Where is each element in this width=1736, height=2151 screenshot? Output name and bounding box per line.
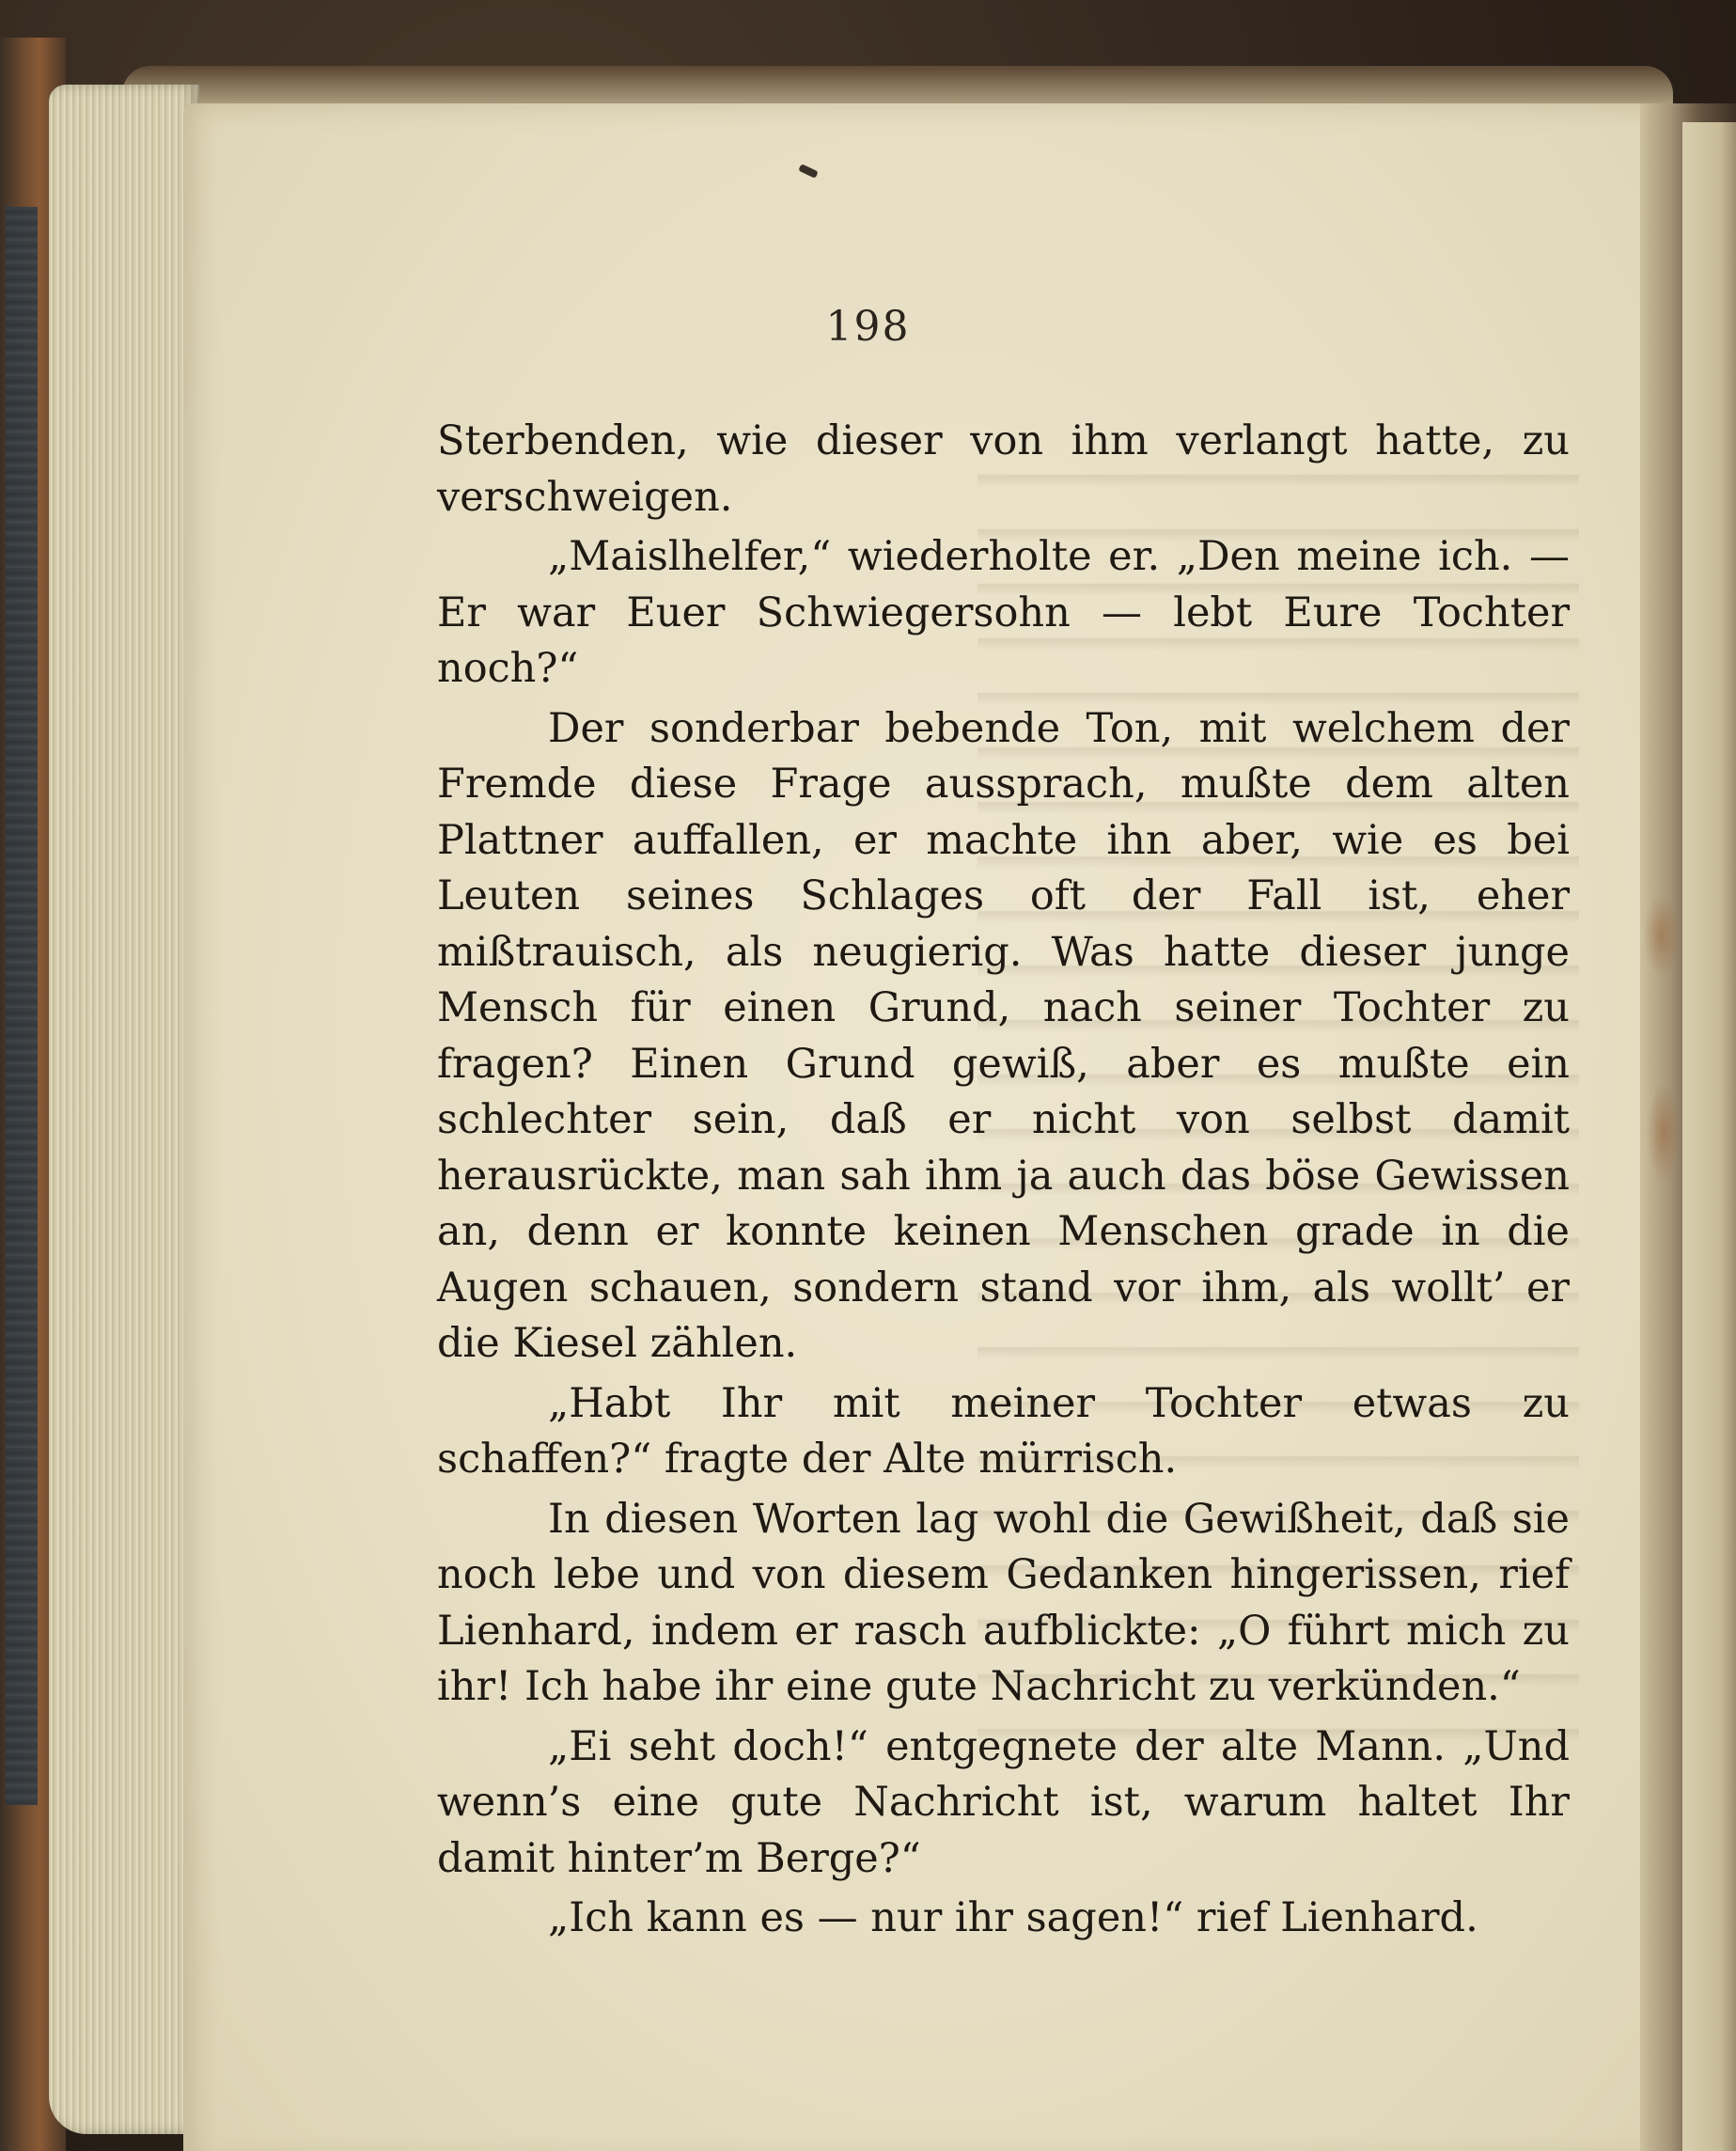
paragraph: Sterbenden, wie dieser von ihm verlangt hatte, zu verschweigen. — [437, 417, 1570, 521]
paragraph: „Ich kann es — nur ihr sagen!“ rief Lienhard. — [548, 1894, 1478, 1941]
page-number: 198 — [825, 303, 911, 351]
cover-binding-texture — [6, 207, 38, 1805]
paragraph: In diesen Worten lag wohl die Gewißheit, daß sie noch lebe und von diesem Gedanken hingerissen, rief Lienhard, indem er rasch aufblickte: „O führt mich zu ihr! Ich habe ihr eine gute Nachricht zu verkünden.“ — [437, 1495, 1570, 1710]
foxing-stain — [1643, 893, 1681, 978]
facing-page-edge — [1682, 122, 1736, 2151]
paragraph: Der sonderbar bebende Ton, mit welchem der Fremde diese Frage aussprach, mußte dem alten Plattner auffallen, er machte ihn aber, wie es bei Leuten seines Schlages oft der Fall ist, eher mißtrauisch, als neugierig. Was hatte dieser junge Mensch für einen Grund, nach seiner Tochter zu fragen? Einen Grund gewiß, aber es mußte ein schlechter sein, daß er nicht von selbst damit herausrückte, man sah ihm ja auch das böse Gewissen an, denn er konnte keinen Menschen grade in die Augen schauen, sondern stand vor ihm, als wollt’ er die Kiesel zählen. — [437, 704, 1570, 1367]
paragraph: „Maislhelfer,“ wiederholte er. „Den meine ich. — Er war Euer Schwiegersohn — lebt Eure Tochter noch?“ — [437, 533, 1570, 692]
body-text — [437, 414, 1570, 1947]
foxing-stain — [1647, 1081, 1681, 1185]
paragraph: „Ei seht doch!“ entgegnete der alte Mann. „Und wenn’s eine gute Nachricht ist, warum haltet Ihr damit hinter’m Berge?“ — [437, 1722, 1570, 1882]
page-edges — [49, 85, 199, 2134]
paragraph: „Habt Ihr mit meiner Tochter etwas zu schaffen?“ fragte der Alte mürrisch. — [437, 1379, 1570, 1483]
